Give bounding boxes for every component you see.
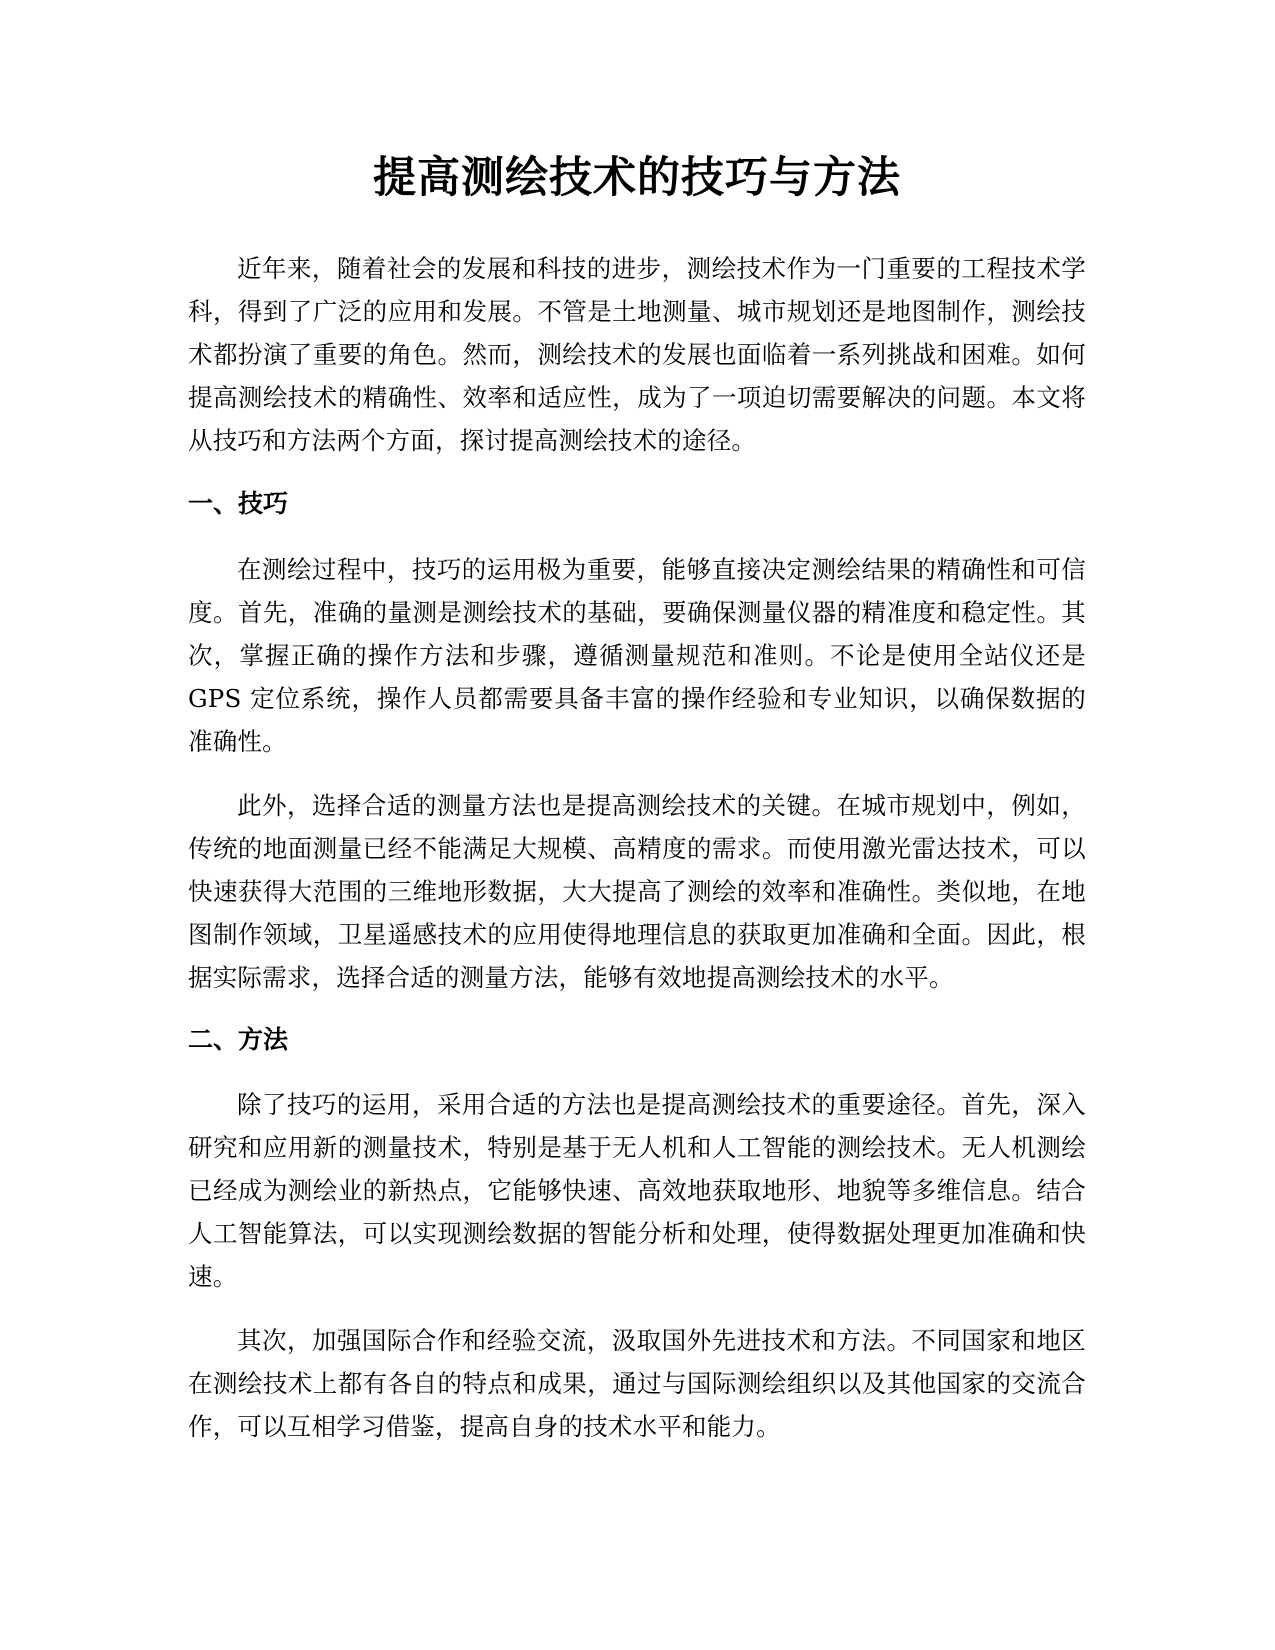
methods-paragraph-1: 除了技巧的运用，采用合适的方法也是提高测绘技术的重要途径。首先，深入研究和应用新的测量技术，特别是基于无人机和人工智能的测绘技术。无人机测绘已经成为测绘业的新热点，它能够快速、高效地获取地形、地貌等多维信息。结合人工智能算法，可以实现测绘数据的智能分析和处理，使得数据处理更加准确和快速。 xyxy=(188,1090,1086,1291)
section-heading-techniques: 一、技巧 xyxy=(188,489,289,518)
methods-paragraph-2: 其次，加强国际合作和经验交流，汲取国外先进技术和方法。不同国家和地区在测绘技术上都有各自的特点和成果，通过与国际测绘组织以及其他国家的交流合作，可以互相学习借鉴，提高自身的技术水平和能力。 xyxy=(188,1326,1086,1441)
section-heading-methods: 二、方法 xyxy=(188,1025,289,1054)
intro-paragraph: 近年来，随着社会的发展和科技的进步，测绘技术作为一门重要的工程技术学科，得到了广泛的应用和发展。不管是土地测量、城市规划还是地图制作，测绘技术都扮演了重要的角色。然而，测绘技术的发展也面临着一系列挑战和困难。如何提高测绘技术的精确性、效率和适应性，成为了一项迫切需要解决的问题。本文将从技巧和方法两个方面，探讨提高测绘技术的途径。 xyxy=(188,254,1086,455)
techniques-paragraph-1: 在测绘过程中，技巧的运用极为重要，能够直接决定测绘结果的精确性和可信度。首先，准确的量测是测绘技术的基础，要确保测量仪器的精准度和稳定性。其次，掌握正确的操作方法和步骤，遵循测量规范和准则。不论是使用全站仪还是GPS 定位系统，操作人员都需要具备丰富的操作经验和专业知识，以确保数据的准确性。 xyxy=(188,555,1086,756)
document-title: 提高测绘技术的技巧与方法 xyxy=(373,153,901,203)
document-body xyxy=(188,148,1086,1448)
techniques-paragraph-2: 此外，选择合适的测量方法也是提高测绘技术的关键。在城市规划中，例如，传统的地面测量已经不能满足大规模、高精度的需求。而使用激光雷达技术，可以快速获得大范围的三维地形数据，大大提高了测绘的效率和准确性。类似地，在地图制作领域，卫星遥感技术的应用使得地理信息的获取更加准确和全面。因此，根据实际需求，选择合适的测量方法，能够有效地提高测绘技术的水平。 xyxy=(188,791,1086,992)
